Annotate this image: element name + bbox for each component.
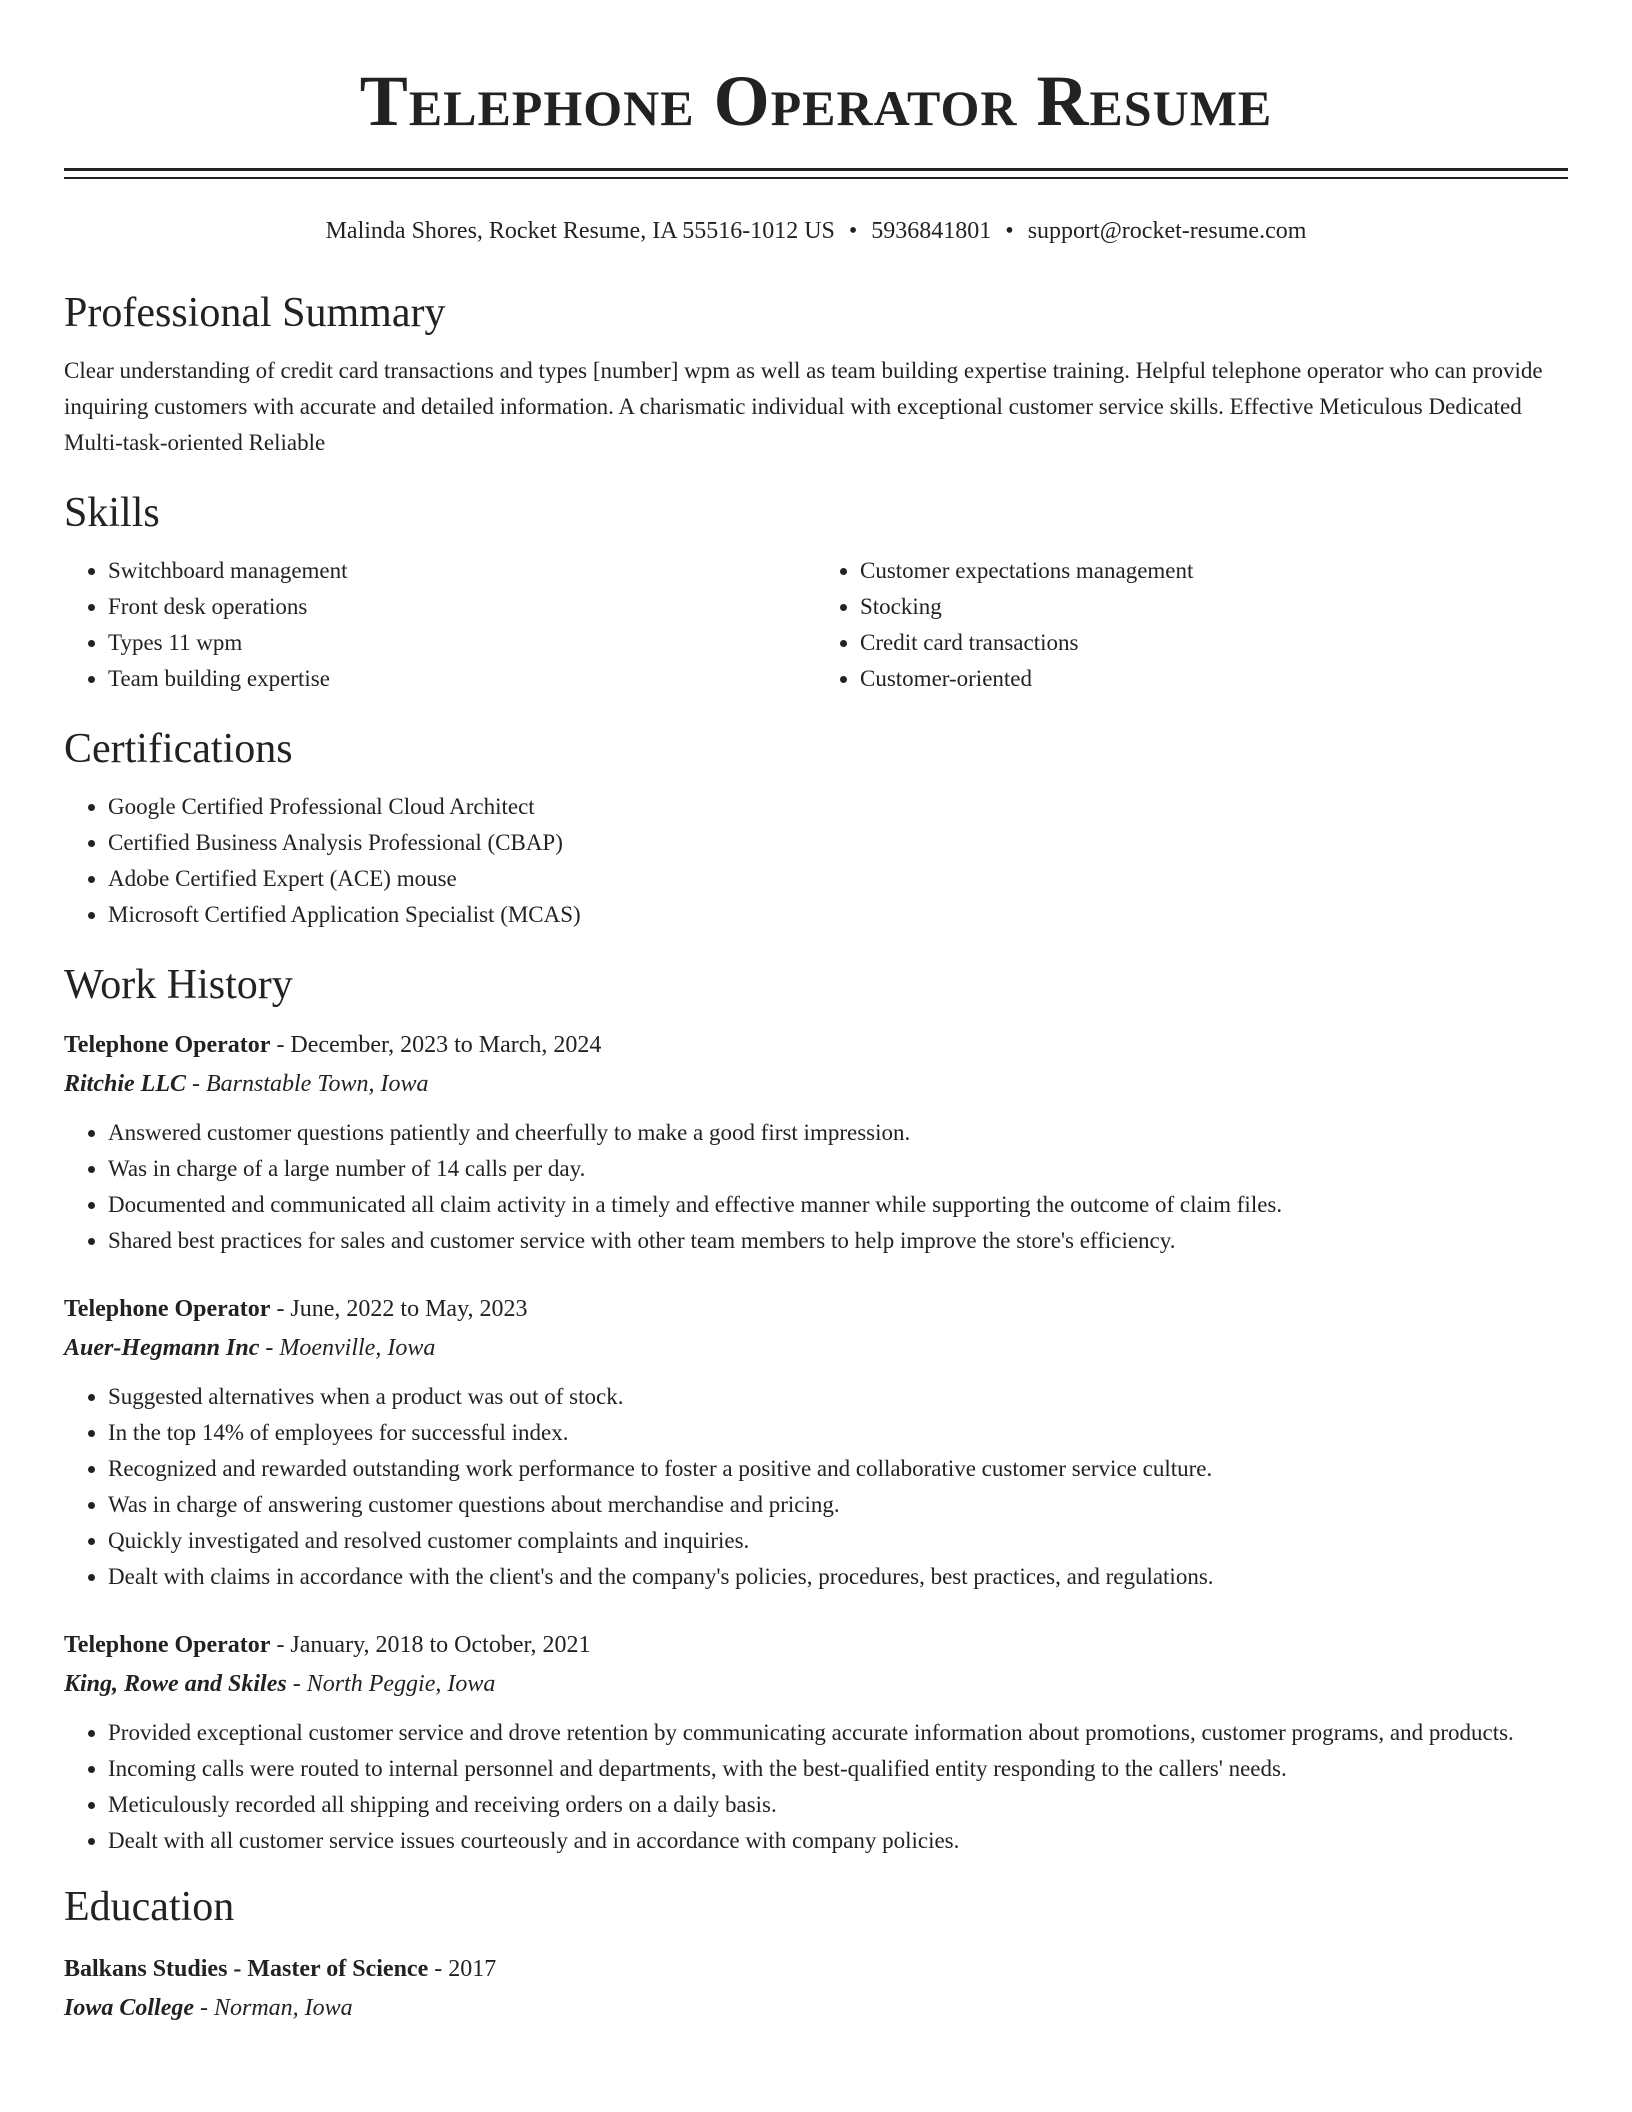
- summary-heading: Professional Summary: [64, 290, 446, 336]
- responsibility-item: • Was in charge of a large number of 14 calls per day.: [108, 1151, 1568, 1187]
- education-degree: Balkans Studies - Master of Science: [64, 1956, 429, 1982]
- education-school: Iowa College: [64, 1995, 194, 2021]
- skill-item: • Credit card transactions: [860, 625, 1568, 661]
- job-company: Auer-Hegmann Inc: [64, 1335, 260, 1361]
- certifications-heading: Certifications: [64, 726, 293, 772]
- education-year: - 2017: [428, 1956, 497, 1982]
- responsibility-item: • Meticulously recorded all shipping and receiving orders on a daily basis.: [108, 1787, 1568, 1823]
- contact-separator: •: [848, 218, 858, 244]
- skill-item: • Customer-oriented: [860, 661, 1568, 697]
- education-location: - Norman, Iowa: [194, 1995, 353, 2021]
- responsibility-item: • Incoming calls were routed to internal personnel and departments, with the best-qualified entity responding to the callers' needs.: [108, 1751, 1568, 1787]
- job-title-line: [64, 1025, 1568, 1065]
- job-dates: - January, 2018 to October, 2021: [270, 1632, 591, 1658]
- job-entry: [64, 1289, 1568, 1595]
- job-responsibilities: [64, 1115, 1568, 1259]
- education-school-line: [64, 1989, 1568, 2027]
- work-history-heading: Work History: [64, 962, 293, 1008]
- responsibility-item: • Was in charge of answering customer questions about merchandise and pricing.: [108, 1487, 1568, 1523]
- skill-item: • Switchboard management: [108, 553, 816, 589]
- job-title-line: [64, 1289, 1568, 1329]
- job-company: King, Rowe and Skiles: [64, 1671, 287, 1697]
- certifications-list: [64, 789, 1568, 933]
- job-location: - North Peggie, Iowa: [286, 1671, 496, 1697]
- skills-list: [64, 553, 1568, 697]
- job-company-line: [64, 1065, 1568, 1103]
- page-title: Telephone Operator Resume: [359, 61, 1273, 141]
- contact-phone: 5936841801: [871, 218, 992, 244]
- certification-item: • Certified Business Analysis Professional (CBAP): [108, 825, 1568, 861]
- responsibility-item: • Recognized and rewarded outstanding work performance to foster a positive and collaborative customer service culture.: [108, 1451, 1568, 1487]
- responsibility-item: • Dealt with all customer service issues courteously and in accordance with company policies.: [108, 1823, 1568, 1859]
- contact-email: support@rocket-resume.com: [1027, 218, 1307, 244]
- responsibility-item: • Quickly investigated and resolved customer complaints and inquiries.: [108, 1523, 1568, 1559]
- certification-item: • Google Certified Professional Cloud Architect: [108, 789, 1568, 825]
- job-title: Telephone Operator: [64, 1632, 271, 1658]
- job-company-line: [64, 1665, 1568, 1703]
- responsibility-item: • Documented and communicated all claim activity in a timely and effective manner while supporting the outcome of claim files.: [108, 1187, 1568, 1223]
- skill-item: • Types 11 wpm: [108, 625, 816, 661]
- job-title: Telephone Operator: [64, 1296, 271, 1322]
- contact-line: [64, 215, 1568, 247]
- skill-item: • Front desk operations: [108, 589, 816, 625]
- contact-separator: •: [1005, 218, 1014, 244]
- job-company: Ritchie LLC: [64, 1071, 186, 1097]
- responsibility-item: • In the top 14% of employees for successful index.: [108, 1415, 1568, 1451]
- job-entry: [64, 1625, 1568, 1859]
- education-entry: [64, 1949, 1568, 2027]
- job-entry: [64, 1025, 1568, 1259]
- responsibility-item: • Provided exceptional customer service and drove retention by communicating accurate information about promotions, customer programs, and products.: [108, 1715, 1568, 1751]
- job-location: - Barnstable Town, Iowa: [186, 1071, 429, 1097]
- responsibility-item: • Suggested alternatives when a product was out of stock.: [108, 1379, 1568, 1415]
- job-location: - Moenville, Iowa: [259, 1335, 436, 1361]
- education-degree-line: [64, 1949, 1568, 1989]
- summary-text: Clear understanding of credit card transactions and types [number] wpm as well as team building expertise training. Helpful telephone operator who can provide inquiring customers with accurate and detailed information. A charismatic individual with exceptional customer service skills. Effective Meticulous Dedicated Multi-task-oriented Reliable: [64, 358, 1543, 455]
- job-responsibilities: [64, 1379, 1568, 1595]
- skill-item: • Customer expectations management: [860, 553, 1568, 589]
- skills-left-column: [64, 553, 816, 697]
- job-dates: - December, 2023 to March, 2024: [270, 1032, 602, 1058]
- responsibility-item: • Answered customer questions patiently and cheerfully to make a good first impression.: [108, 1115, 1568, 1151]
- title-divider-thin: [64, 177, 1568, 179]
- job-responsibilities: [64, 1715, 1568, 1859]
- job-dates: - June, 2022 to May, 2023: [270, 1296, 528, 1322]
- responsibility-item: • Shared best practices for sales and customer service with other team members to help improve the store's efficiency.: [108, 1223, 1568, 1259]
- education-heading: Education: [64, 1884, 235, 1930]
- skill-item: • Team building expertise: [108, 661, 816, 697]
- job-title: Telephone Operator: [64, 1032, 271, 1058]
- job-title-line: [64, 1625, 1568, 1665]
- certification-item: • Microsoft Certified Application Specialist (MCAS): [108, 897, 1568, 933]
- certification-item: • Adobe Certified Expert (ACE) mouse: [108, 861, 1568, 897]
- responsibility-item: • Dealt with claims in accordance with the client's and the company's policies, procedures, best practices, and regulations.: [108, 1559, 1568, 1595]
- work-history: [64, 1025, 1568, 1859]
- skills-right-column: [816, 553, 1568, 697]
- job-company-line: [64, 1329, 1568, 1367]
- skill-item: • Stocking: [860, 589, 1568, 625]
- contact-address: Malinda Shores, Rocket Resume, IA 55516-1012 US: [325, 218, 835, 244]
- skills-heading: Skills: [64, 490, 160, 536]
- title-divider-thick: [64, 168, 1568, 171]
